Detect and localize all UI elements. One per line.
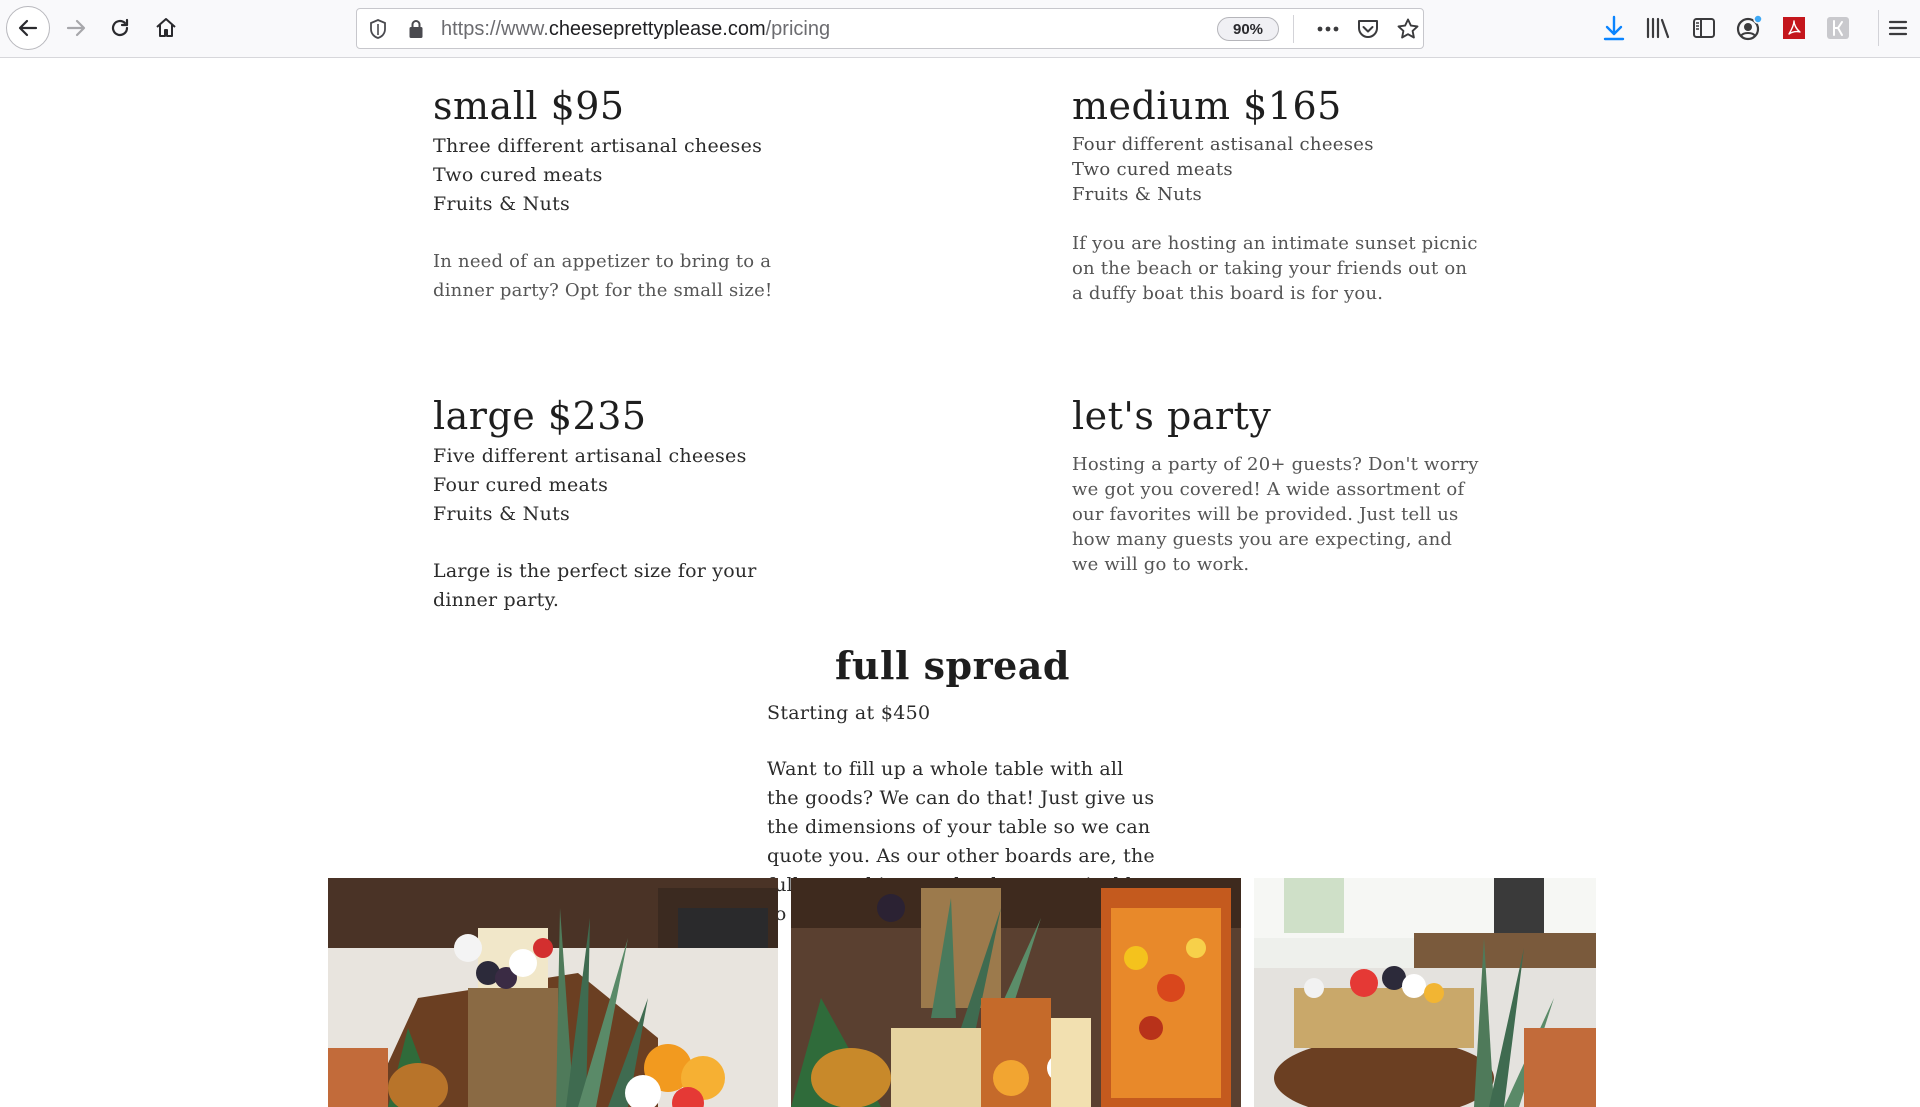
package-large-description: Large is the perfect size for your dinner party. <box>433 560 757 611</box>
pdf-extension-icon[interactable] <box>1778 12 1810 44</box>
library-icon[interactable] <box>1642 12 1674 44</box>
package-small-title: small $95 <box>433 84 625 128</box>
home-button[interactable] <box>144 6 188 50</box>
browser-toolbar <box>0 0 1920 58</box>
extension-icon[interactable] <box>1822 12 1854 44</box>
pocket-icon[interactable] <box>1353 15 1383 43</box>
list-item: Fruits & Nuts <box>433 503 571 525</box>
package-medium <box>1072 84 1482 306</box>
home-icon <box>154 16 178 40</box>
url-divider <box>1293 15 1294 43</box>
list-item: Five different artisanal cheeses <box>433 445 747 467</box>
lock-icon[interactable] <box>405 15 427 43</box>
package-large-title: large $235 <box>433 394 647 438</box>
package-spread-price: Starting at $450 <box>767 702 931 724</box>
package-party <box>1072 394 1482 577</box>
list-item: Fruits & Nuts <box>433 193 571 215</box>
list-item: Fruits & Nuts <box>1072 184 1203 205</box>
url-path: /pricing <box>765 18 831 40</box>
zoom-level-button[interactable]: 90% <box>1217 17 1279 41</box>
list-item: Two cured meats <box>433 164 603 186</box>
page-actions-icon[interactable] <box>1313 15 1343 43</box>
url-prefix: https://www. <box>441 18 549 40</box>
menu-icon[interactable] <box>1882 12 1914 44</box>
account-icon[interactable] <box>1733 12 1765 44</box>
tracking-shield-icon[interactable] <box>365 15 391 43</box>
package-medium-description: If you are hosting an intimate sunset picnic on the beach or taking your friends out on a duffy boat this board is for you. <box>1072 233 1478 304</box>
toolbar-divider <box>1878 10 1879 46</box>
gallery-photo-1[interactable] <box>328 878 778 1107</box>
url-text[interactable] <box>441 18 830 41</box>
package-small-description: In need of an appetizer to bring to a dinner party? Opt for the small size! <box>433 251 773 301</box>
package-medium-title: medium $165 <box>1072 84 1342 128</box>
list-item: Three different artisanal cheeses <box>433 135 763 157</box>
package-medium-items <box>1072 132 1482 207</box>
list-item: Four different astisanal cheeses <box>1072 134 1374 155</box>
package-spread-title: full spread <box>835 643 1070 688</box>
bookmark-star-icon[interactable] <box>1393 15 1423 43</box>
package-large-items <box>433 442 823 529</box>
list-item: Two cured meats <box>1072 159 1233 180</box>
reload-icon <box>108 16 132 40</box>
package-spread-description: Want to fill up a whole table with all the goods? We can do that! Just give us the dimensions of your table so we can quote you. As our other boards are, the full <box>767 758 1155 896</box>
gallery-photo-3[interactable] <box>1254 878 1596 1107</box>
package-large <box>433 394 823 615</box>
package-small <box>433 84 833 305</box>
arrow-right-icon <box>64 16 88 40</box>
forward-button[interactable] <box>54 6 98 50</box>
back-button[interactable] <box>6 6 50 50</box>
reload-button[interactable] <box>98 6 142 50</box>
package-small-items <box>433 132 833 219</box>
url-domain: cheeseprettyplease.com <box>548 18 766 40</box>
download-icon[interactable] <box>1598 12 1630 44</box>
arrow-left-icon <box>16 16 40 40</box>
gallery-photo-2[interactable] <box>791 878 1241 1107</box>
package-party-title: let's party <box>1072 394 1272 438</box>
address-bar[interactable] <box>356 8 1424 49</box>
list-item: Four cured meats <box>433 474 609 496</box>
sidebar-icon[interactable] <box>1688 12 1720 44</box>
package-party-description: Hosting a party of 20+ guests? Don't worry we got you covered! A wide assortment of our favorites will be provided. Just tell us how many guests you are expecting, and we will go to work. <box>1072 454 1479 575</box>
